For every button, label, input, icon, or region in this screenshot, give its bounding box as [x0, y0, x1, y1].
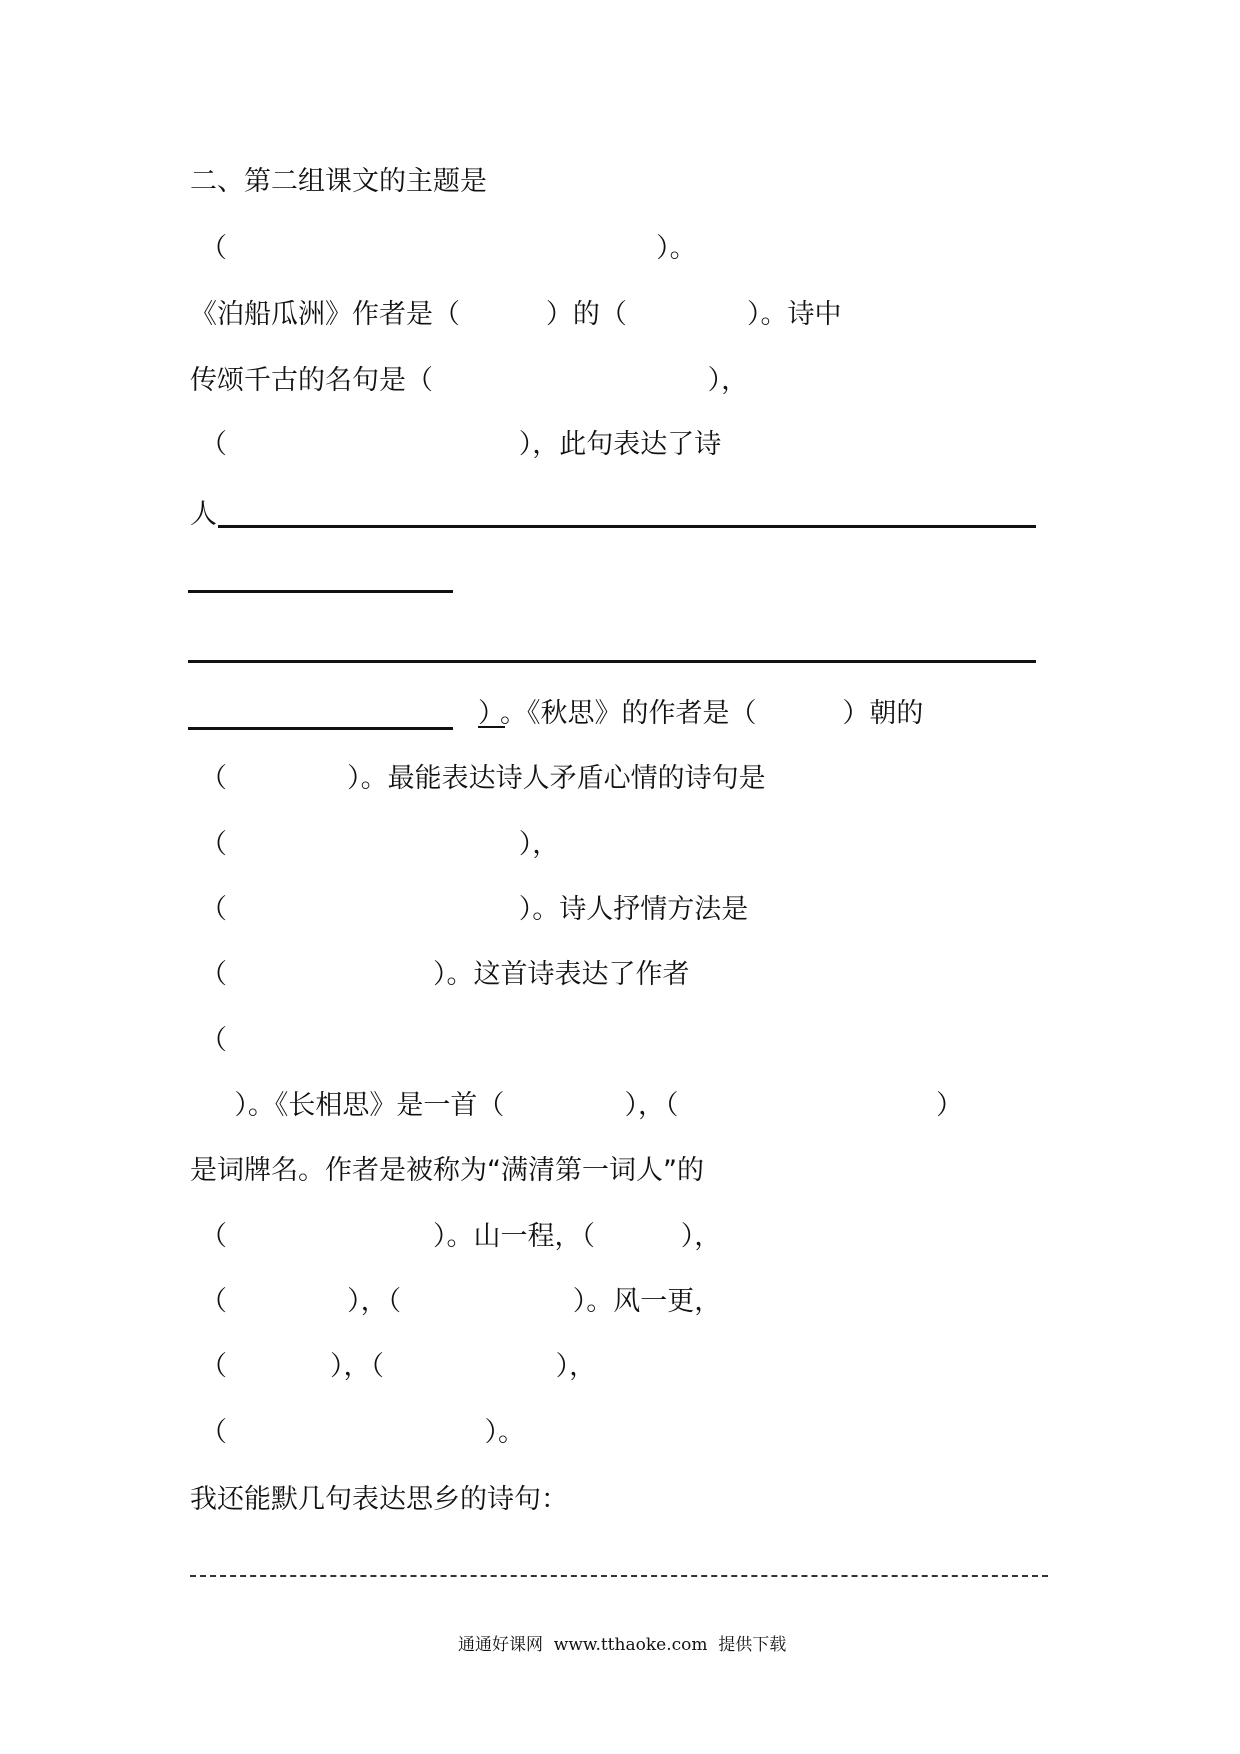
footer-credit: 通通好课网 www.tthaoke.com 提供下载: [458, 1635, 787, 1655]
text-line-fengyigeng: （ ），（ ）。风一更，: [200, 1286, 722, 1317]
closing-prompt: 我还能默几句表达思乡的诗句：: [190, 1484, 568, 1515]
answer-rule-4: [188, 727, 453, 730]
answer-rule-2: [188, 590, 453, 593]
text-line-expression: （ ），此句表达了诗: [200, 429, 722, 460]
text-line-poem-line-2: （ ）。诗人抒情方法是: [200, 894, 749, 925]
text-line-famous-line: 传颂千古的名句是（ ），: [190, 365, 749, 396]
text-line-poem-line-1: （ ），: [200, 829, 560, 860]
text-line-bochuan-author: 《泊船瓜洲》作者是（ ）的（ ）。诗中: [190, 299, 842, 330]
text-line-ren: 人: [190, 499, 217, 530]
text-line-method: （ ）。这首诗表达了作者: [200, 959, 690, 990]
answer-rule-3: [188, 660, 1036, 663]
text-line-qiusi-dynasty: （ ）。最能表达诗人矛盾心情的诗句是: [200, 763, 766, 794]
text-line-shanyicheng: （ ）。山一程，（ ），: [200, 1221, 722, 1252]
answer-dash-rule: [190, 1575, 1048, 1577]
text-line-qiusi-author: 。《秋思》的作者是（ ）朝的: [500, 698, 924, 729]
qiusi-close-mark: ）: [478, 698, 505, 729]
text-line-open-paren: （: [200, 1025, 227, 1056]
answer-rule-1: [218, 525, 1036, 528]
text-line-changxiangsi: ）。《长相思》是一首（ ），（ ）: [200, 1090, 963, 1121]
text-line-blanks: （ ），（ ），: [200, 1351, 597, 1382]
blank-line-theme: （ ）。: [200, 233, 697, 264]
section-heading: 二、第二组课文的主题是: [190, 166, 487, 197]
text-line-last-blank: （ ）。: [200, 1417, 525, 1448]
text-line-cipai: 是词牌名。作者是被称为“满清第一词人”的: [190, 1155, 704, 1186]
